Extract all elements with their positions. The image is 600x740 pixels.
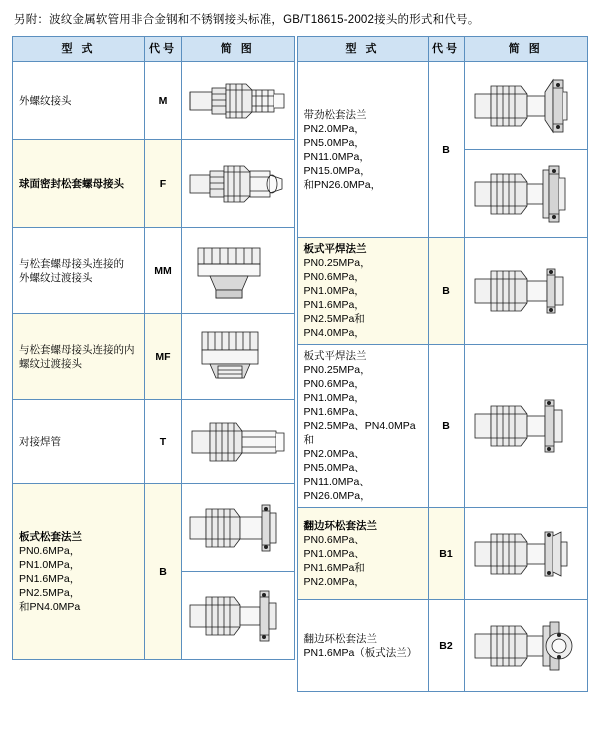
header-code: 代号 [428, 37, 464, 62]
plate-loose-flange-figure-a [184, 497, 292, 559]
row-figure-cell [464, 62, 587, 150]
row-type-cell [297, 600, 428, 692]
row-figure-cell [464, 150, 587, 238]
row-figure-cell [182, 400, 295, 484]
row-figure-cell [464, 508, 587, 600]
table-row [13, 140, 295, 228]
male-thread-transition-fitting-figure [184, 238, 292, 304]
row-code-cell: B1 [428, 508, 464, 600]
table-row [13, 484, 295, 572]
type-line: 和PN4.0MPa [19, 600, 81, 613]
table-row [297, 345, 587, 508]
type-line: PN1.0MPa，PN1.6MPa、 [303, 392, 365, 418]
table-header-row [13, 37, 295, 62]
type-line: 外螺纹接头 [19, 94, 72, 107]
row-code-cell: F [145, 140, 182, 228]
type-line: PN11.0MPa、PN26.0MPa， [303, 476, 371, 502]
type-line: PN1.6MPa和PN2.0MPa， [303, 561, 365, 588]
lap-joint-loose-flange-plate-figure [467, 614, 585, 678]
table-row [13, 228, 295, 314]
type-line: 球面密封松套螺母接头 [19, 177, 124, 190]
type-line: PN0.25MPa，PN0.6MPa， [303, 364, 371, 390]
butt-weld-pipe-figure [184, 411, 292, 473]
header-type: 型 式 [297, 37, 428, 62]
plate-slip-on-flange-figure-2 [467, 392, 585, 460]
type-line: PN2.5MPa、PN4.0MPa 和 [303, 420, 416, 446]
row-type-cell [297, 238, 428, 345]
lap-joint-loose-flange-figure [467, 522, 585, 586]
row-figure-cell [464, 600, 587, 692]
row-code-cell: B [428, 238, 464, 345]
female-thread-transition-fitting-figure [184, 324, 292, 390]
row-figure-cell [464, 345, 587, 508]
type-line: 螺纹过渡接头 [19, 357, 82, 370]
row-code-cell: B2 [428, 600, 464, 692]
spherical-seal-union-nut-fitting-figure [184, 153, 292, 215]
type-line: PN0.6MPa、PN1.0MPa、 [303, 533, 365, 560]
row-type-cell [297, 508, 428, 600]
type-line: 和PN26.0MPa， [303, 178, 382, 191]
type-line: PN1.0MPa，PN1.6MPa， [303, 285, 365, 311]
type-line: 对接焊管 [19, 435, 61, 448]
row-type-cell [13, 62, 145, 140]
type-line: 翻边环松套法兰 [303, 632, 378, 645]
row-type-cell [13, 140, 145, 228]
row-type-cell [13, 228, 145, 314]
type-line: 板式平焊法兰 [303, 243, 367, 255]
row-code-cell: M [145, 62, 182, 140]
table-row [13, 62, 295, 140]
header-figure: 简 图 [182, 37, 295, 62]
header-figure: 简 图 [464, 37, 587, 62]
row-code-cell: B [428, 345, 464, 508]
type-line: PN2.5MPa和PN4.0MPa， [303, 313, 365, 339]
type-line: 带劲松套法兰 [303, 108, 367, 121]
plate-slip-on-flange-figure [467, 259, 585, 323]
row-code-cell: B [428, 62, 464, 238]
type-line: PN1.6MPa，PN2.5MPa， [19, 572, 81, 599]
row-figure-cell [182, 572, 295, 660]
table-row [13, 400, 295, 484]
row-type-cell [297, 62, 428, 238]
row-code-cell: T [145, 400, 182, 484]
type-line: 与松套螺母接头连接的内 [19, 343, 135, 356]
row-type-cell [13, 314, 145, 400]
table-row [297, 238, 587, 345]
row-figure-cell [182, 484, 295, 572]
type-line: 板式平焊法兰 [303, 350, 367, 362]
row-type-cell [297, 345, 428, 508]
table-row [297, 600, 587, 692]
row-figure-cell [464, 238, 587, 345]
type-line: PN1.6MPa（板式法兰） [303, 646, 418, 659]
row-code-cell: MF [145, 314, 182, 400]
row-type-cell [13, 400, 145, 484]
ribbed-loose-flange-figure-b [467, 162, 585, 226]
header-code: 代号 [145, 37, 182, 62]
row-figure-cell [182, 62, 295, 140]
row-code-cell: B [145, 484, 182, 660]
type-line: PN0.25MPa，PN0.6MPa， [303, 257, 371, 283]
plate-loose-flange-figure-b [184, 585, 292, 647]
row-figure-cell [182, 314, 295, 400]
type-line: PN2.0MPa，PN5.0MPa， [303, 122, 365, 149]
header-type: 型 式 [13, 37, 145, 62]
row-code-cell: MM [145, 228, 182, 314]
male-thread-fitting-figure [184, 70, 292, 132]
tables-container [12, 36, 588, 692]
row-type-cell [13, 484, 145, 660]
type-line: 翻边环松套法兰 [303, 519, 378, 532]
type-line: PN2.0MPa、PN5.0MPa、 [303, 448, 365, 474]
right-spec-table [297, 36, 588, 692]
type-line: PN11.0MPa，PN15.0MPa， [303, 150, 371, 177]
table-header-row [297, 37, 587, 62]
left-spec-table [12, 36, 295, 660]
type-line: 外螺纹过渡接头 [19, 271, 93, 284]
page-title: 另附：波纹金属软管用非合金钢和不锈钢接头标准，GB/T18615-2002接头的形式和代号。 [14, 14, 480, 26]
type-line: 与松套螺母接头连接的 [19, 257, 124, 270]
row-figure-cell [182, 140, 295, 228]
table-row [297, 508, 587, 600]
table-row [13, 314, 295, 400]
row-figure-cell [182, 228, 295, 314]
type-line: PN0.6MPa，PN1.0MPa， [19, 544, 81, 571]
table-row [297, 62, 587, 150]
type-line: 板式松套法兰 [19, 530, 82, 543]
ribbed-loose-flange-figure-a [467, 74, 585, 138]
